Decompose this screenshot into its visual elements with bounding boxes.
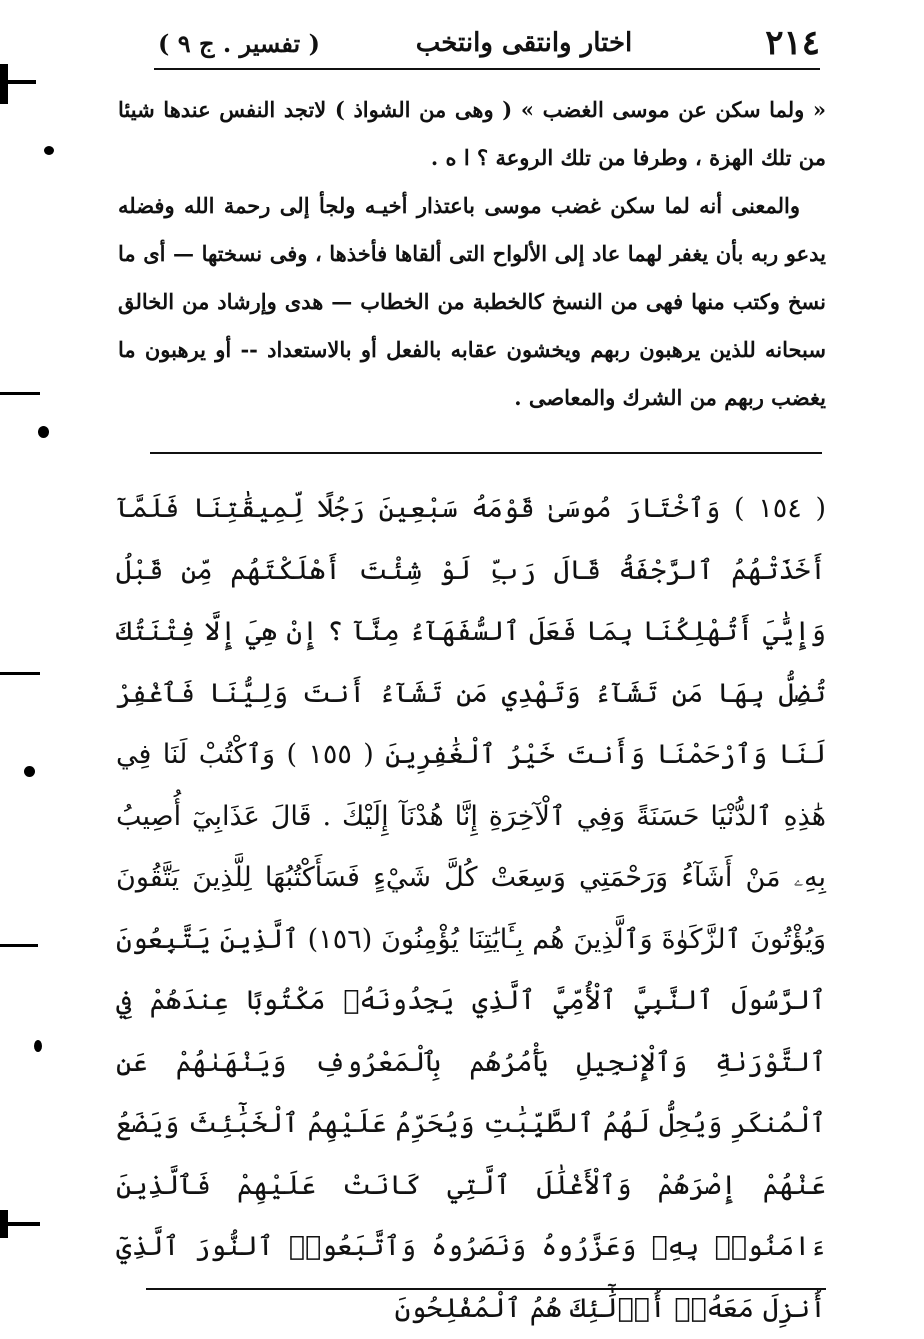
running-header bbox=[158, 18, 820, 68]
binding-mark bbox=[0, 672, 40, 675]
ink-blot bbox=[38, 426, 49, 438]
ink-blot bbox=[34, 1040, 42, 1052]
section-divider bbox=[150, 452, 822, 454]
ink-blot bbox=[44, 146, 54, 155]
binding-mark bbox=[0, 392, 40, 395]
header-title: اختار وانتقى وانتخب bbox=[415, 28, 633, 58]
header-rule bbox=[154, 68, 820, 70]
commentary-paragraph: « ولما سكن عن موسى الغضب » ( وهى من الشواذ ) لاتجد النفس عندها شيئا من تلك الهزة ، وطرفا من تلك الروعة ؟ ا ه . bbox=[118, 97, 826, 170]
footer-rule bbox=[146, 1288, 826, 1290]
page-number: ٢١٤ bbox=[765, 23, 820, 63]
binding-mark bbox=[0, 1210, 8, 1238]
binding-mark bbox=[0, 944, 38, 947]
quran-verses bbox=[116, 478, 826, 1339]
binding-mark bbox=[0, 64, 8, 104]
ink-blot bbox=[24, 766, 35, 777]
commentary-paragraph: والمعنى أنه لما سكن غضب موسى باعتذار أخيـه ولجأ إلى رحمة الله وفضله يدعو ربه بأن يغفر لهما عاد إلى الألواح التى ألقاها فأخذها ، وفى نسختها — أى ما نسخ وكتب منها فهى من النسخ كالخطبة من الخطاب — هدى وإرشاد من الخالق سبحانه للذين يرهبون ربهم ويخشون عقابه بالفعل أو بالاستعداد -- أو يرهبون ما يغضب ربهم من الشرك والمعاصى . bbox=[118, 193, 826, 410]
verses-text: ( ١٥٤ ) وَٱخْتَارَ مُوسَىٰ قَوْمَهُ سَبْعِينَ رَجُلًا لِّمِيقَٰتِنَا فَلَمَّآ أَخَذَتْهُمُ ٱلرَّجْفَةُ قَالَ رَبِّ لَوْ شِئْتَ أَهْلَكْتَهُم مِّن قَبْلُ وَإِيَّٰيَ أَتُهْلِكُنَا بِمَا فَعَلَ ٱلسُّفَهَآءُ مِنَّآ ؟ إِنْ هِيَ إِلَّا فِتْنَتُكَ تُضِلُّ بِهَا مَن تَشَآءُ وَتَهْدِي مَن تَشَآءُ أَنتَ وَلِيُّنَا فَٱغْفِرْ لَنَا وَٱرْحَمْنَا وَأَنتَ خَيْرُ ٱلْغَٰفِرِينَ ( ١٥٥ ) وَٱكْتُبْ لَنَا فِي هَٰذِهِ ٱلدُّنْيَا حَسَنَةً وَفِي ٱلْآخِرَةِ إِنَّا هُدْنَآ إِلَيْكَ . قَالَ عَذَابِيٓ أُصِيبُ بِهِۦ مَنْ أَشَآءُ وَرَحْمَتِي وَسِعَتْ كُلَّ شَيْءٍ فَسَأَكْتُبُهَا لِلَّذِينَ يَتَّقُونَ وَيُؤْتُونَ ٱلزَّكَوٰةَ وَٱلَّذِينَ هُم بِـَٔايَٰتِنَا يُؤْمِنُونَ (١٥٦) ٱلَّذِينَ يَتَّبِعُونَ ٱلرَّسُولَ ٱلنَّبِيَّ ٱلْأُمِّيَّ ٱلَّذِي يَجِدُونَهُۥ مَكْتُوبًا عِندَهُمْ فِي ٱلتَّوْرَىٰةِ وَٱلْإِنجِيلِ يَأْمُرُهُم بِٱلْمَعْرُوفِ وَيَنْهَىٰهُمْ عَنِ ٱلْمُنكَرِ وَيُحِلُّ لَهُمُ ٱلطَّيِّبَٰتِ وَيُحَرِّمُ عَلَيْهِمُ ٱلْخَبَٰٓئِثَ وَيَضَعُ عَنْهُمْ إِصْرَهُمْ وَٱلْأَغْلَٰلَ ٱلَّتِي كَانَتْ عَلَيْهِمْ فَٱلَّذِينَ ءَامَنُوا۟ بِهِۦ وَعَزَّرُوهُ وَنَصَرُوهُ وَٱتَّبَعُوا۟ ٱلنُّورَ ٱلَّذِيٓ أُنزِلَ مَعَهُۥٓ أُو۟لَٰٓئِكَ هُمُ ٱلْمُفْلِحُونَ bbox=[116, 493, 827, 1324]
header-section-label: ( تفسير . ج ٩ ) bbox=[158, 28, 320, 58]
commentary-text bbox=[118, 86, 826, 422]
